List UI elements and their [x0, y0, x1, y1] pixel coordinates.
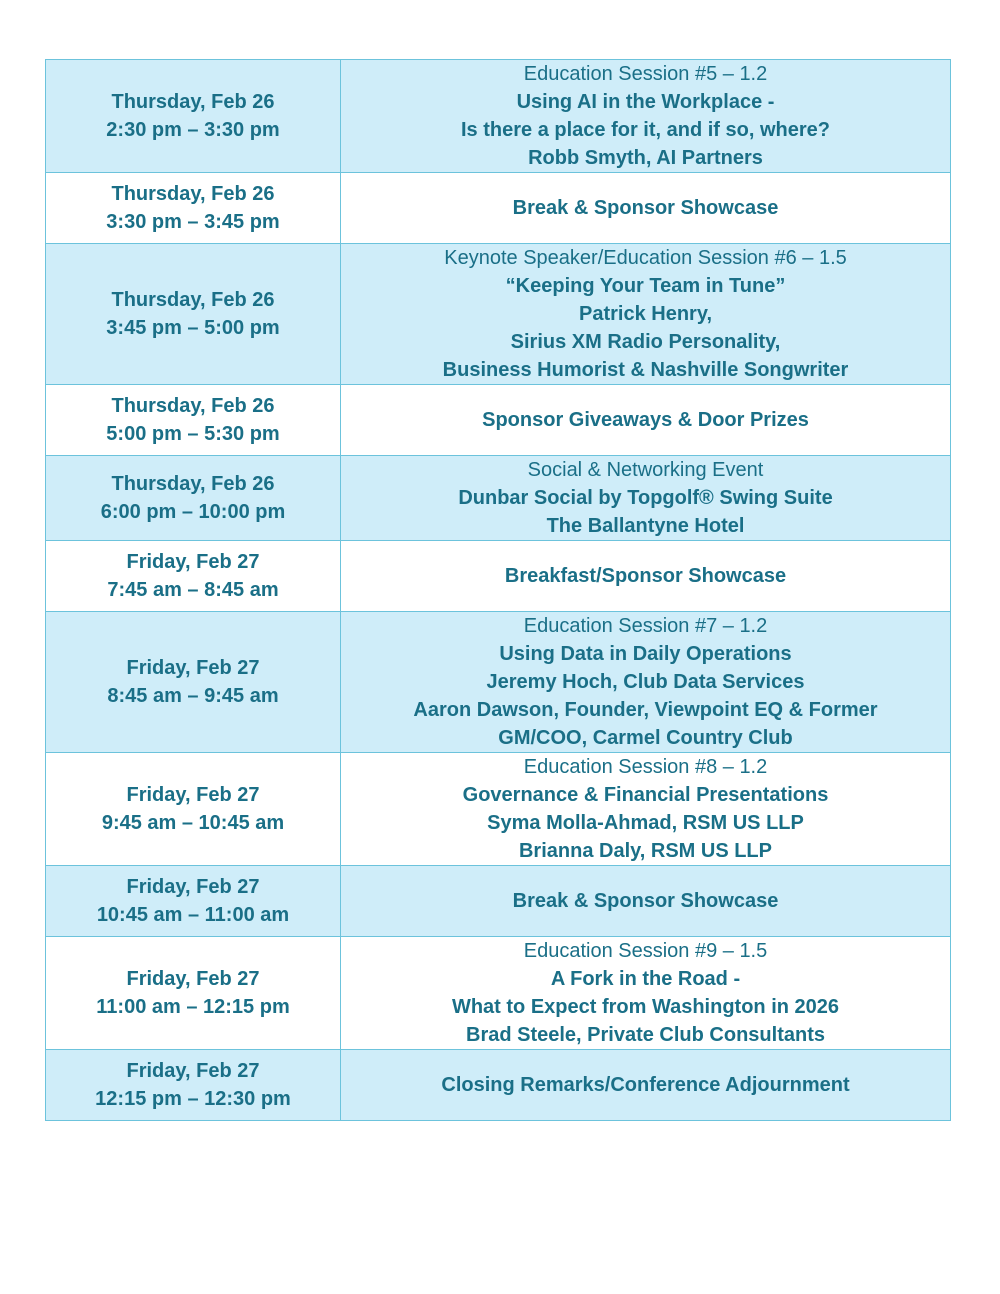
session-when-cell: [46, 937, 341, 1050]
session-detail-line: Jeremy Hoch, Club Data Services: [486, 671, 805, 693]
schedule-row: [46, 244, 951, 385]
session-day: Friday, Feb 27: [126, 657, 260, 679]
session-details-cell: [341, 753, 951, 866]
session-time: 2:30 pm – 3:30 pm: [106, 119, 280, 141]
session-details-cell: [341, 541, 951, 612]
session-when-cell: [46, 612, 341, 753]
schedule-row: [46, 541, 951, 612]
session-detail-line: What to Expect from Washington in 2026: [451, 996, 840, 1018]
session-day: Friday, Feb 27: [126, 876, 260, 898]
session-detail-line: Is there a place for it, and if so, where?: [461, 119, 830, 141]
session-detail-line: Patrick Henry,: [578, 303, 713, 325]
session-detail-line: Using Data in Daily Operations: [499, 643, 792, 665]
session-detail-line: Break & Sponsor Showcase: [512, 197, 779, 219]
session-detail-line: The Ballantyne Hotel: [546, 515, 745, 537]
session-details-cell: [341, 866, 951, 937]
session-detail-line: Business Humorist & Nashville Songwriter: [442, 359, 849, 381]
session-detail-line: Governance & Financial Presentations: [462, 784, 829, 806]
session-time: 3:45 pm – 5:00 pm: [106, 317, 280, 339]
session-when-cell: [46, 1050, 341, 1121]
schedule-table: [45, 59, 951, 1121]
session-detail-line: Syma Molla-Ahmad, RSM US LLP: [487, 812, 804, 834]
session-label: Education Session #9 – 1.5: [523, 940, 768, 962]
session-time: 5:00 pm – 5:30 pm: [106, 423, 280, 445]
session-details-cell: [341, 385, 951, 456]
session-day: Thursday, Feb 26: [111, 289, 275, 311]
session-details-cell: [341, 173, 951, 244]
session-label: Education Session #8 – 1.2: [523, 756, 768, 778]
session-details-cell: [341, 60, 951, 173]
session-day: Thursday, Feb 26: [111, 473, 275, 495]
session-detail-line: A Fork in the Road -: [550, 968, 741, 990]
session-label: Education Session #7 – 1.2: [523, 615, 768, 637]
session-label: Education Session #5 – 1.2: [523, 63, 768, 85]
session-time: 12:15 pm – 12:30 pm: [95, 1088, 291, 1110]
schedule-row: [46, 173, 951, 244]
session-detail-line: Using AI in the Workplace -: [516, 91, 775, 113]
schedule-row: [46, 60, 951, 173]
session-day: Friday, Feb 27: [126, 551, 260, 573]
session-label: Social & Networking Event: [527, 459, 764, 481]
session-details-cell: [341, 1050, 951, 1121]
session-when-cell: [46, 244, 341, 385]
schedule-row: [46, 866, 951, 937]
schedule-row: [46, 937, 951, 1050]
schedule-row: [46, 753, 951, 866]
schedule-body: [46, 60, 951, 1121]
session-detail-line: Breakfast/Sponsor Showcase: [504, 565, 787, 587]
session-details-cell: [341, 244, 951, 385]
session-when-cell: [46, 753, 341, 866]
session-detail-line: Break & Sponsor Showcase: [512, 890, 779, 912]
session-detail-line: Sponsor Giveaways & Door Prizes: [482, 409, 809, 431]
session-detail-line: Closing Remarks/Conference Adjournment: [441, 1074, 850, 1096]
session-when-cell: [46, 173, 341, 244]
session-time: 3:30 pm – 3:45 pm: [106, 211, 280, 233]
session-time: 7:45 am – 8:45 am: [107, 579, 279, 601]
session-day: Thursday, Feb 26: [111, 91, 275, 113]
session-day: Thursday, Feb 26: [111, 183, 275, 205]
session-day: Friday, Feb 27: [126, 968, 260, 990]
session-details-cell: [341, 456, 951, 541]
session-when-cell: [46, 866, 341, 937]
session-label: Keynote Speaker/Education Session #6 – 1.5: [444, 247, 847, 269]
session-time: 11:00 am – 12:15 pm: [96, 996, 290, 1018]
session-when-cell: [46, 456, 341, 541]
session-details-cell: [341, 937, 951, 1050]
session-detail-line: Sirius XM Radio Personality,: [510, 331, 781, 353]
session-detail-line: Dunbar Social by Topgolf® Swing Suite: [458, 487, 833, 509]
session-day: Thursday, Feb 26: [111, 395, 275, 417]
schedule-row: [46, 385, 951, 456]
session-when-cell: [46, 385, 341, 456]
schedule-row: [46, 456, 951, 541]
session-detail-line: GM/COO, Carmel Country Club: [498, 727, 793, 749]
schedule-row: [46, 612, 951, 753]
session-when-cell: [46, 60, 341, 173]
session-day: Friday, Feb 27: [126, 784, 260, 806]
session-when-cell: [46, 541, 341, 612]
session-time: 10:45 am – 11:00 am: [96, 904, 290, 926]
session-detail-line: Brianna Daly, RSM US LLP: [518, 840, 772, 862]
session-day: Friday, Feb 27: [126, 1060, 260, 1082]
schedule-row: [46, 1050, 951, 1121]
session-detail-line: “Keeping Your Team in Tune”: [505, 275, 786, 297]
session-detail-line: Robb Smyth, AI Partners: [528, 147, 763, 169]
session-detail-line: Aaron Dawson, Founder, Viewpoint EQ & Former: [413, 699, 878, 721]
session-details-cell: [341, 612, 951, 753]
session-detail-line: Brad Steele, Private Club Consultants: [466, 1024, 825, 1046]
session-time: 6:00 pm – 10:00 pm: [100, 501, 286, 523]
session-time: 8:45 am – 9:45 am: [107, 685, 279, 707]
session-time: 9:45 am – 10:45 am: [101, 812, 285, 834]
